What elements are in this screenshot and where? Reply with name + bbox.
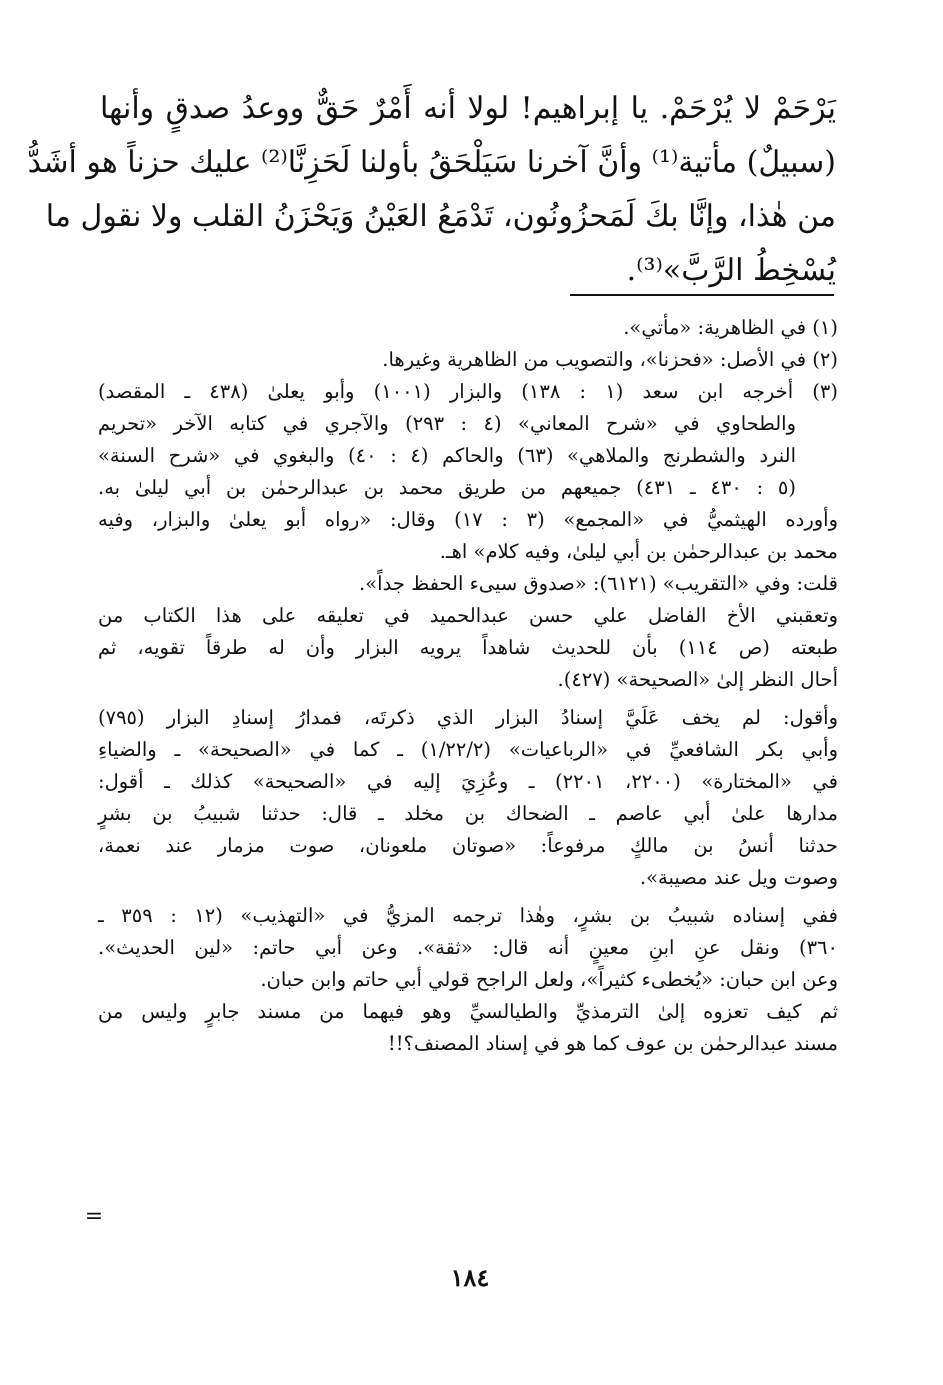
footnote-3-line: (٥ : ٤٣٠ ـ ٤٣١) جميعهم من طريق محمد بن عبدالرحمٰن بن أبي ليلىٰ به. xyxy=(98,476,797,499)
footnote-3-line: (٣) أخرجه ابن سعد (١ : ١٣٨) والبزار (١٠٠١) وأبو يعلىٰ (٤٣٨ ـ المقصد) xyxy=(98,380,838,403)
page-number: ١٨٤ xyxy=(450,1263,490,1292)
footnote-3-line: ففي إسناده شبيبُ بن بشرٍ، وهٰذا ترجمه المزيُّ في «التهذيب» (١٢ : ٣٥٩ ـ xyxy=(98,904,838,927)
footnote-3-line: ثم كيف تعزوه إلىٰ الترمذيِّ والطيالسيِّ وهو فيهما من مسند جابرٍ وليس من xyxy=(98,1000,838,1023)
footnote-3-line: وتعقبني الأخ الفاضل علي حسن عبدالحميد في تعليقه على هذا الكتاب من xyxy=(98,604,838,627)
footnote-3-line: وأبي بكر الشافعيِّ في «الرباعيات» (١/٢٢/٢) ـ كما في «الصحيحة» ـ والضياءِ xyxy=(98,738,838,761)
footnote-3-line: محمد بن عبدالرحمٰن بن أبي ليلىٰ، وفيه كلام» اهـ. xyxy=(439,540,838,563)
footnote-3-line: حدثنا أنسُ بن مالكٍ مرفوعاً: «صوتان ملعونان، صوت مزمار عند نعمة، xyxy=(98,834,838,857)
main-text-block xyxy=(27,82,836,298)
footnotes-block xyxy=(98,312,838,1060)
footnote-continuation-mark: = xyxy=(84,1204,104,1229)
footnote-3-line: وأقول: لم يخف عَلَيَّ إسنادُ البزار الذي ذكرتَه، فمدارُ إسنادِ البزار (٧٩٥) xyxy=(98,706,838,729)
footnote-3-line: وصوت ويل عند مصيبة». xyxy=(639,866,838,889)
footnote-separator xyxy=(570,294,834,296)
footnote-2: (٢) في الأصل: «فحزنا»، والتصويب من الظاهرية وغيرها. xyxy=(382,348,838,371)
main-text-line: يُسْخِطُ الرَّبَّ»⁽³⁾. xyxy=(626,253,836,288)
main-text-line: يَرْحَمْ لا يُرْحَمْ. يا إبراهيم! لولا أنه أَمْرٌ حَقٌّ ووعدُ صدقٍ وأنها xyxy=(100,91,836,126)
main-text-line: من هٰذا، وإنَّا بكَ لَمَحزُونُون، تَدْمَعُ العَيْنُ وَيَحْزَنُ القلب ولا نقول ما xyxy=(45,199,836,234)
footnote-3-line: قلت: وفي «التقريب» (٦١٢١): «صدوق سيىء الحفظ جداً». xyxy=(359,572,838,595)
footnote-3-line: مدارها علىٰ أبي عاصم ـ الضحاك بن مخلد ـ قال: حدثنا شبيبُ بن بشرٍ xyxy=(98,802,838,825)
footnote-3-line: النرد والشطرنج والملاهي» (٦٣) والحاكم (٤ : ٤٠) والبغوي في «شرح السنة» xyxy=(98,444,797,467)
footnote-3-line: أحال النظر إلىٰ «الصحيحة» (٤٢٧). xyxy=(557,668,838,691)
footnote-3-line: في «المختارة» (٢٢٠٠، ٢٢٠١) ـ وعُزِيَ إليه في «الصحيحة» كذلك ـ أقول: xyxy=(98,770,838,793)
footnote-3-line: وعن ابن حبان: «يُخطىء كثيراً»، ولعل الراجح قولي أبي حاتم وابن حبان. xyxy=(260,968,838,991)
footnote-1: (١) في الظاهرية: «مأتي». xyxy=(623,316,838,339)
footnote-3-line: وأورده الهيثميُّ في «المجمع» (٣ : ١٧) وقال: «رواه أبو يعلىٰ والبزار، وفيه xyxy=(98,508,839,531)
footnote-3-line: ٣٦٠) ونقل عنِ ابنِ معينٍ أنه قال: «ثقة». وعن أبي حاتم: «لين الحديث». xyxy=(98,936,838,959)
footnote-3-line: والطحاوي في «شرح المعاني» (٤ : ٢٩٣) والآجري في كتابه الآخر «تحريم xyxy=(98,412,796,435)
footnote-3-line: مسند عبدالرحمٰن بن عوف كما هو في إسناد المصنف؟!! xyxy=(387,1032,838,1055)
footnote-3-line: طبعته (ص ١١٤) بأن للحديث شاهداً يرويه البزار وأن له طرقاً تقويه، ثم xyxy=(98,636,838,659)
main-text-line: (سبيلٌ) مأتية⁽¹⁾ وأنَّ آخرنا سَيَلْحَقُ بأولنا لَحَزِنَّا⁽²⁾ عليك حزناً هو أشَدُّ xyxy=(27,145,836,180)
